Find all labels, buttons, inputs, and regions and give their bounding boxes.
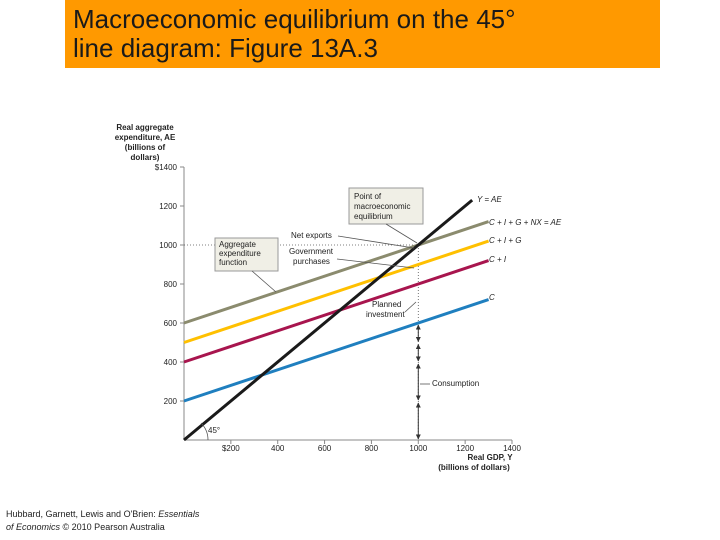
- agg-annotation-text: expenditure: [219, 249, 261, 258]
- y-axis-label: (billions of: [124, 143, 166, 152]
- x-tick-label: 1000: [409, 444, 428, 453]
- credit-line2: [6, 522, 165, 532]
- y-tick-label: 600: [163, 319, 177, 328]
- x-axis-label: Real GDP, Y: [467, 453, 513, 462]
- x-tick-label: 800: [364, 444, 379, 453]
- y-tick-label: 400: [163, 358, 177, 367]
- net-exports-leader: [338, 236, 414, 248]
- point-leader: [386, 224, 417, 243]
- gov-label: purchases: [293, 257, 330, 266]
- x-axis-label: (billions of dollars): [438, 463, 510, 472]
- agg-leader: [252, 271, 276, 292]
- x-tick-label: 1400: [503, 444, 521, 453]
- net-exports-label: Net exports: [291, 231, 332, 240]
- credit-copyright: © 2010 Pearson Australia: [60, 522, 165, 532]
- credit-book-a: Essentials: [158, 509, 200, 519]
- series-label: Y = AE: [477, 195, 502, 204]
- y-axis-label: Real aggregate: [116, 123, 174, 132]
- agg-annotation-text: Aggregate: [219, 240, 256, 249]
- y-tick-label: $1400: [154, 163, 177, 172]
- agg-annotation-text: function: [219, 258, 248, 267]
- credit-authors: Hubbard, Garnett, Lewis and O'Brien:: [6, 509, 159, 519]
- y-axis-label: expenditure, AE: [114, 133, 176, 142]
- series-label: C + I + G: [489, 236, 522, 245]
- series-label: C: [489, 293, 495, 302]
- consumption-label: Consumption: [432, 379, 480, 388]
- y-tick-label: 1200: [159, 202, 177, 211]
- series-label: C + I + G + NX = AE: [489, 218, 562, 227]
- page-title-line2: line diagram: Figure 13A.3: [73, 33, 378, 63]
- series-line: [184, 222, 489, 323]
- y-tick-label: 800: [163, 280, 177, 289]
- y-axis-label: dollars): [130, 153, 160, 162]
- y-tick-label: 200: [163, 397, 177, 406]
- planned-label: investment: [366, 310, 405, 319]
- x-tick-label: 600: [317, 444, 332, 453]
- angle-label: 45°: [208, 426, 221, 435]
- point-annotation-text: macroeconomic: [354, 202, 411, 211]
- x-tick-label: 1200: [456, 444, 475, 453]
- credit-line1: [6, 509, 199, 519]
- planned-label: Planned: [372, 300, 402, 309]
- gov-label: Government: [289, 247, 334, 256]
- planned-leader: [405, 302, 416, 312]
- series-label: C + I: [489, 255, 507, 264]
- page-title-line1: Macroeconomic equilibrium on the 45°: [73, 4, 516, 34]
- credit-book-b: of Economics: [6, 522, 61, 532]
- point-annotation-text: Point of: [354, 192, 382, 201]
- x-tick-label: 400: [271, 444, 285, 453]
- x-tick-label: $200: [221, 444, 240, 453]
- point-annotation-text: equilibrium: [354, 212, 393, 221]
- y-tick-label: 1000: [159, 241, 177, 250]
